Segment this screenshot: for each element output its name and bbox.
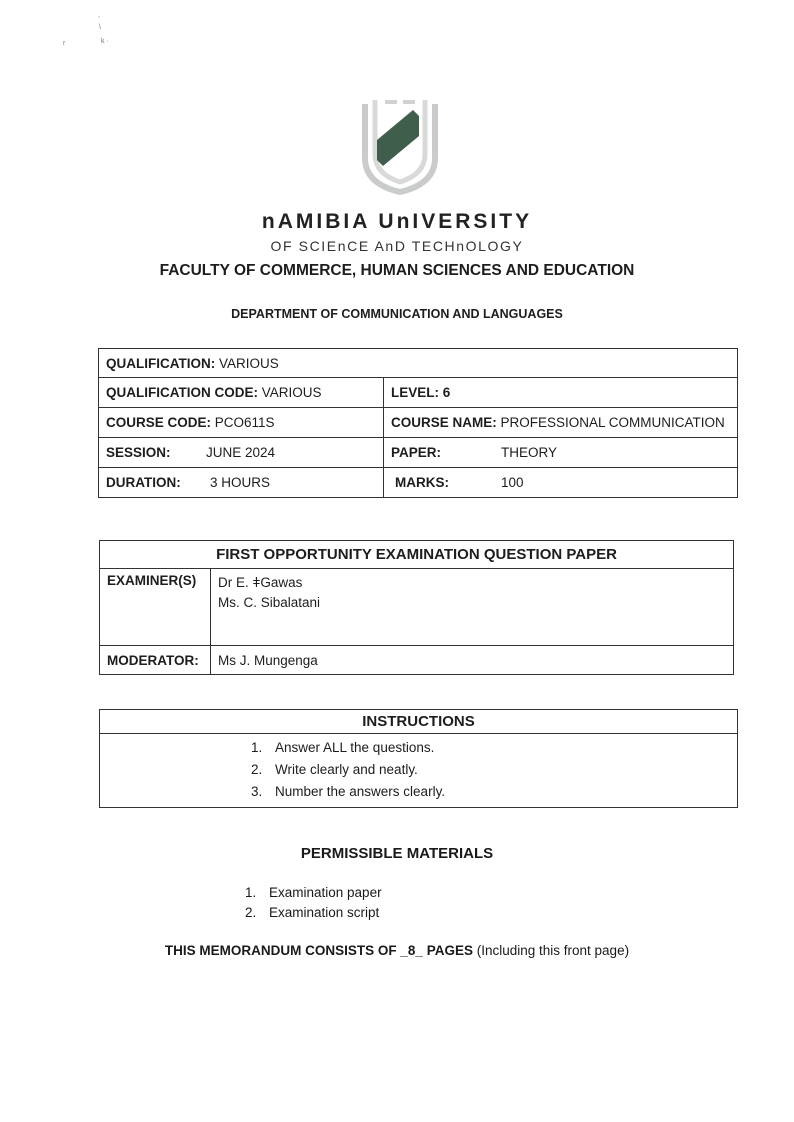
table-row bbox=[100, 646, 734, 675]
table-row bbox=[99, 378, 738, 408]
list-item bbox=[251, 759, 737, 781]
level-label: LEVEL: bbox=[391, 385, 440, 400]
faculty-name: FACULTY OF COMMERCE, HUMAN SCIENCES AND EDUCATION bbox=[159, 262, 635, 279]
table-row bbox=[99, 468, 738, 498]
course-code-value: PCO611S bbox=[214, 415, 275, 430]
table-row bbox=[100, 734, 738, 808]
stray-mark: r bbox=[63, 40, 66, 47]
list-number: 2. bbox=[245, 905, 257, 920]
course-name-label: COURSE NAME: bbox=[391, 415, 497, 430]
instructions-table bbox=[99, 709, 738, 808]
department-name: DEPARTMENT OF COMMUNICATION AND LANGUAGES bbox=[231, 307, 563, 321]
course-name-value: PROFESSIONAL COMMUNICATION bbox=[500, 415, 725, 430]
list-item bbox=[245, 883, 382, 903]
list-text: Number the answers clearly. bbox=[275, 783, 446, 799]
list-text: Write clearly and neatly. bbox=[275, 761, 418, 777]
page-count-bold: THIS MEMORANDUM CONSISTS OF _8_ PAGES bbox=[164, 943, 473, 958]
qualification-code-label: QUALIFICATION CODE: bbox=[106, 385, 258, 400]
list-item bbox=[251, 781, 737, 803]
moderator-name: Ms J. Mungenga bbox=[211, 646, 734, 675]
session-label: SESSION: bbox=[106, 445, 171, 460]
level-cell bbox=[384, 378, 738, 408]
university-name: nAMIBIA UnIVERSITY bbox=[261, 210, 533, 233]
examination-table bbox=[99, 540, 734, 675]
list-number: 3. bbox=[251, 783, 263, 799]
examiner-name: Ms. C. Sibalatani bbox=[218, 595, 321, 610]
level-value: 6 bbox=[442, 385, 451, 400]
paper-label: PAPER: bbox=[391, 445, 442, 460]
list-text: Answer ALL the questions. bbox=[275, 739, 435, 755]
qualification-code-value: VARIOUS bbox=[261, 385, 322, 400]
list-item bbox=[251, 737, 737, 759]
university-subtitle: OF SCIEnCE AnD TECHnOLOGY bbox=[270, 238, 524, 254]
qualification-value: VARIOUS bbox=[219, 355, 279, 371]
duration-label: DURATION: bbox=[106, 475, 181, 490]
table-row bbox=[99, 438, 738, 468]
paper-value: THEORY bbox=[501, 445, 558, 460]
table-row bbox=[100, 710, 738, 734]
instructions-list bbox=[100, 737, 737, 803]
qualification-cell bbox=[99, 349, 738, 378]
moderator-label: MODERATOR: bbox=[100, 646, 211, 675]
permissible-materials-list bbox=[245, 883, 382, 923]
instructions-title: INSTRUCTIONS bbox=[100, 710, 738, 734]
list-text: Examination paper bbox=[269, 885, 382, 900]
duration-cell bbox=[99, 468, 384, 498]
exam-title: FIRST OPPORTUNITY EXAMINATION QUESTION PAPER bbox=[100, 541, 734, 569]
table-row bbox=[99, 349, 738, 378]
marks-value: 100 bbox=[501, 475, 524, 490]
examiner-name: Dr E. ǂGawas bbox=[218, 575, 303, 590]
list-number: 2. bbox=[251, 761, 263, 777]
stray-mark: , bbox=[98, 12, 100, 19]
permissible-materials-title: PERMISSIBLE MATERIALS bbox=[300, 845, 494, 862]
marks-label: MARKS: bbox=[395, 475, 449, 490]
course-name-cell bbox=[384, 408, 738, 438]
instructions-cell bbox=[100, 734, 738, 808]
page-count-note bbox=[0, 943, 794, 958]
course-code-label: COURSE CODE: bbox=[106, 415, 212, 430]
stray-mark: \ bbox=[99, 24, 101, 31]
course-info-table bbox=[98, 348, 738, 498]
duration-value: 3 HOURS bbox=[210, 475, 271, 490]
list-number: 1. bbox=[245, 885, 257, 900]
table-row bbox=[100, 569, 734, 646]
qualification-code-cell bbox=[99, 378, 384, 408]
session-cell bbox=[99, 438, 384, 468]
university-logo-icon bbox=[355, 96, 445, 196]
table-row bbox=[100, 541, 734, 569]
stray-mark: k · bbox=[101, 38, 109, 45]
course-code-cell bbox=[99, 408, 384, 438]
marks-cell bbox=[384, 468, 738, 498]
paper-cell bbox=[384, 438, 738, 468]
qualification-label: QUALIFICATION: bbox=[106, 355, 216, 371]
session-value: JUNE 2024 bbox=[206, 445, 276, 460]
examiners-label: EXAMINER(S) bbox=[100, 569, 211, 646]
list-item bbox=[245, 903, 382, 923]
table-row bbox=[99, 408, 738, 438]
list-number: 1. bbox=[251, 739, 263, 755]
page-count-normal: (Including this front page) bbox=[476, 943, 630, 958]
list-text: Examination script bbox=[269, 905, 380, 920]
examiners-cell bbox=[211, 569, 734, 646]
